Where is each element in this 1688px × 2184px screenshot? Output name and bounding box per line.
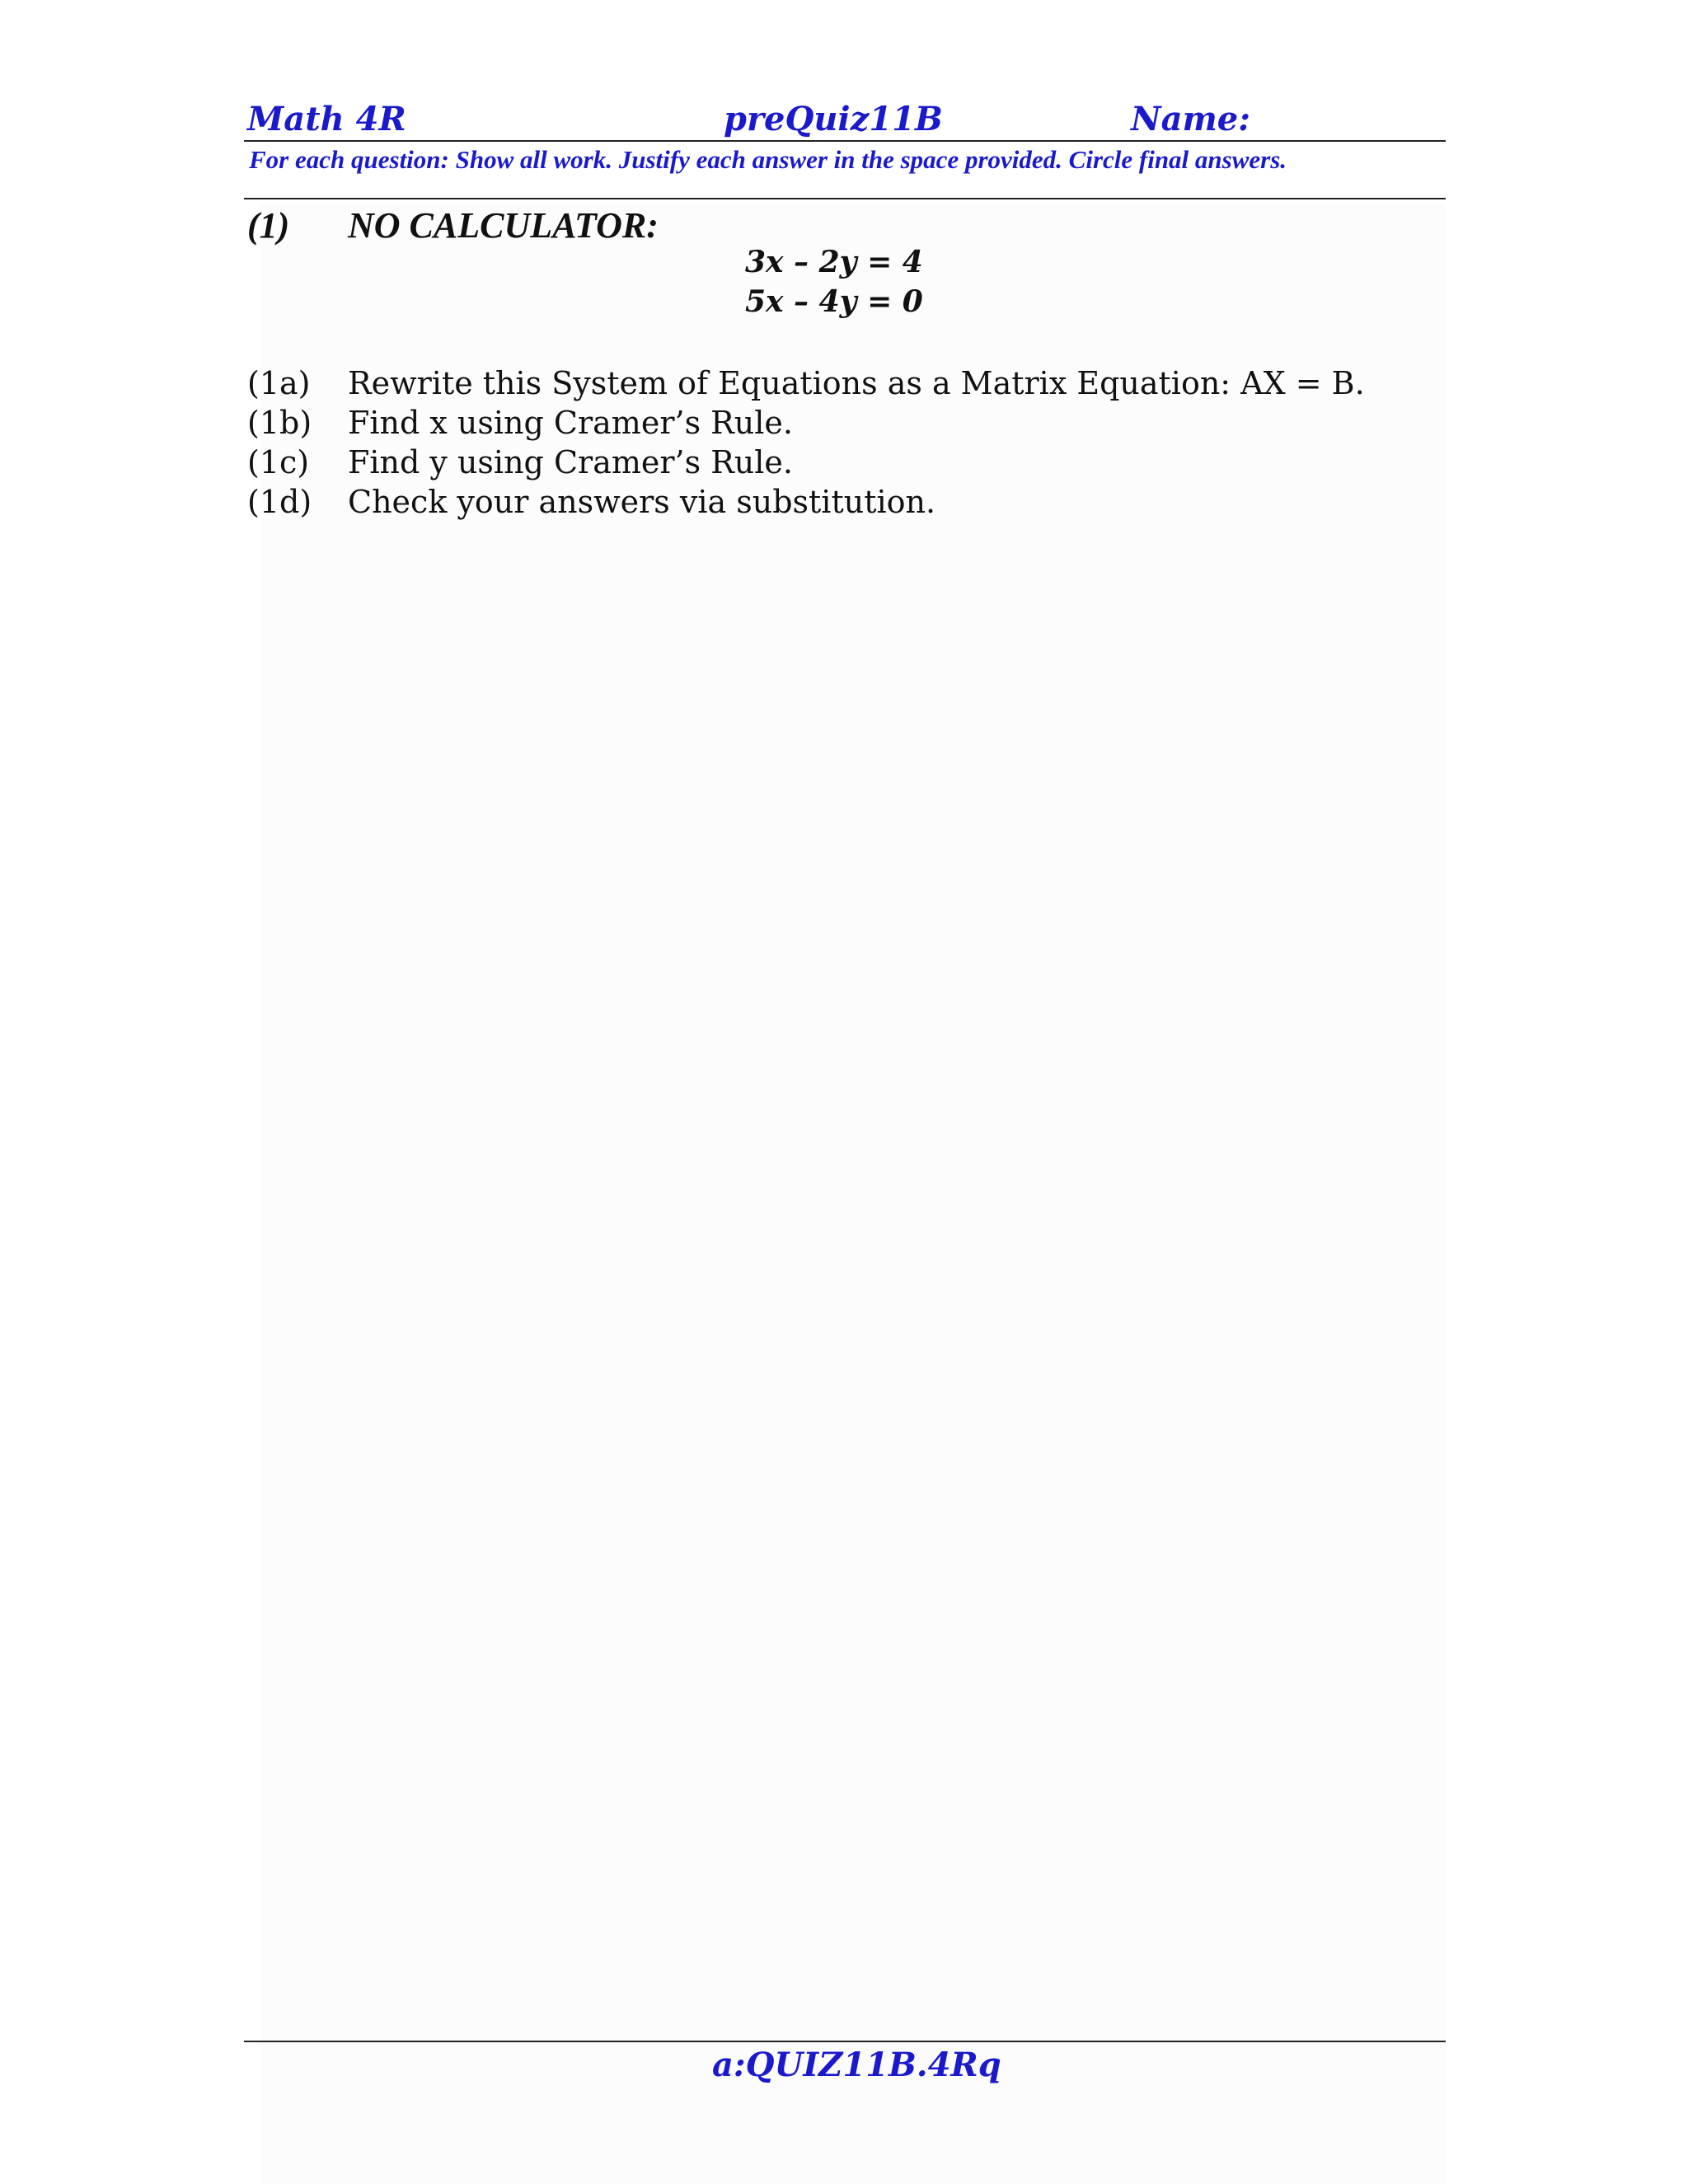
instructions-rule: [244, 198, 1446, 199]
part-text-1a: Rewrite this System of Equations as a Matrix Equation: AX = B.: [348, 365, 1365, 401]
question-label: NO CALCULATOR:: [348, 205, 659, 246]
header-rule: [244, 140, 1446, 142]
equation-1: 3x – 2y = 4: [745, 245, 923, 279]
name-label: Name:: [1131, 100, 1251, 138]
part-text-1c: Find y using Cramer’s Rule.: [348, 444, 793, 480]
equation-2: 5x – 4y = 0: [745, 284, 923, 319]
footer-file-name: a:QUIZ11B.4Rq: [712, 2046, 1001, 2084]
part-text-1d: Check your answers via substitution.: [348, 484, 936, 520]
part-id-1b: (1b): [247, 405, 312, 441]
part-id-1d: (1d): [247, 484, 312, 520]
quiz-title: preQuiz11B: [724, 100, 943, 138]
question-number: (1): [247, 205, 290, 246]
course-title: Math 4R: [247, 100, 406, 138]
part-text-1b: Find x using Cramer’s Rule.: [348, 405, 793, 441]
part-id-1a: (1a): [247, 365, 311, 401]
instructions: For each question: Show all work. Justify each answer in the space provided. Circle final answers.: [249, 145, 1287, 174]
footer-rule: [244, 2041, 1446, 2042]
part-id-1c: (1c): [247, 444, 310, 480]
